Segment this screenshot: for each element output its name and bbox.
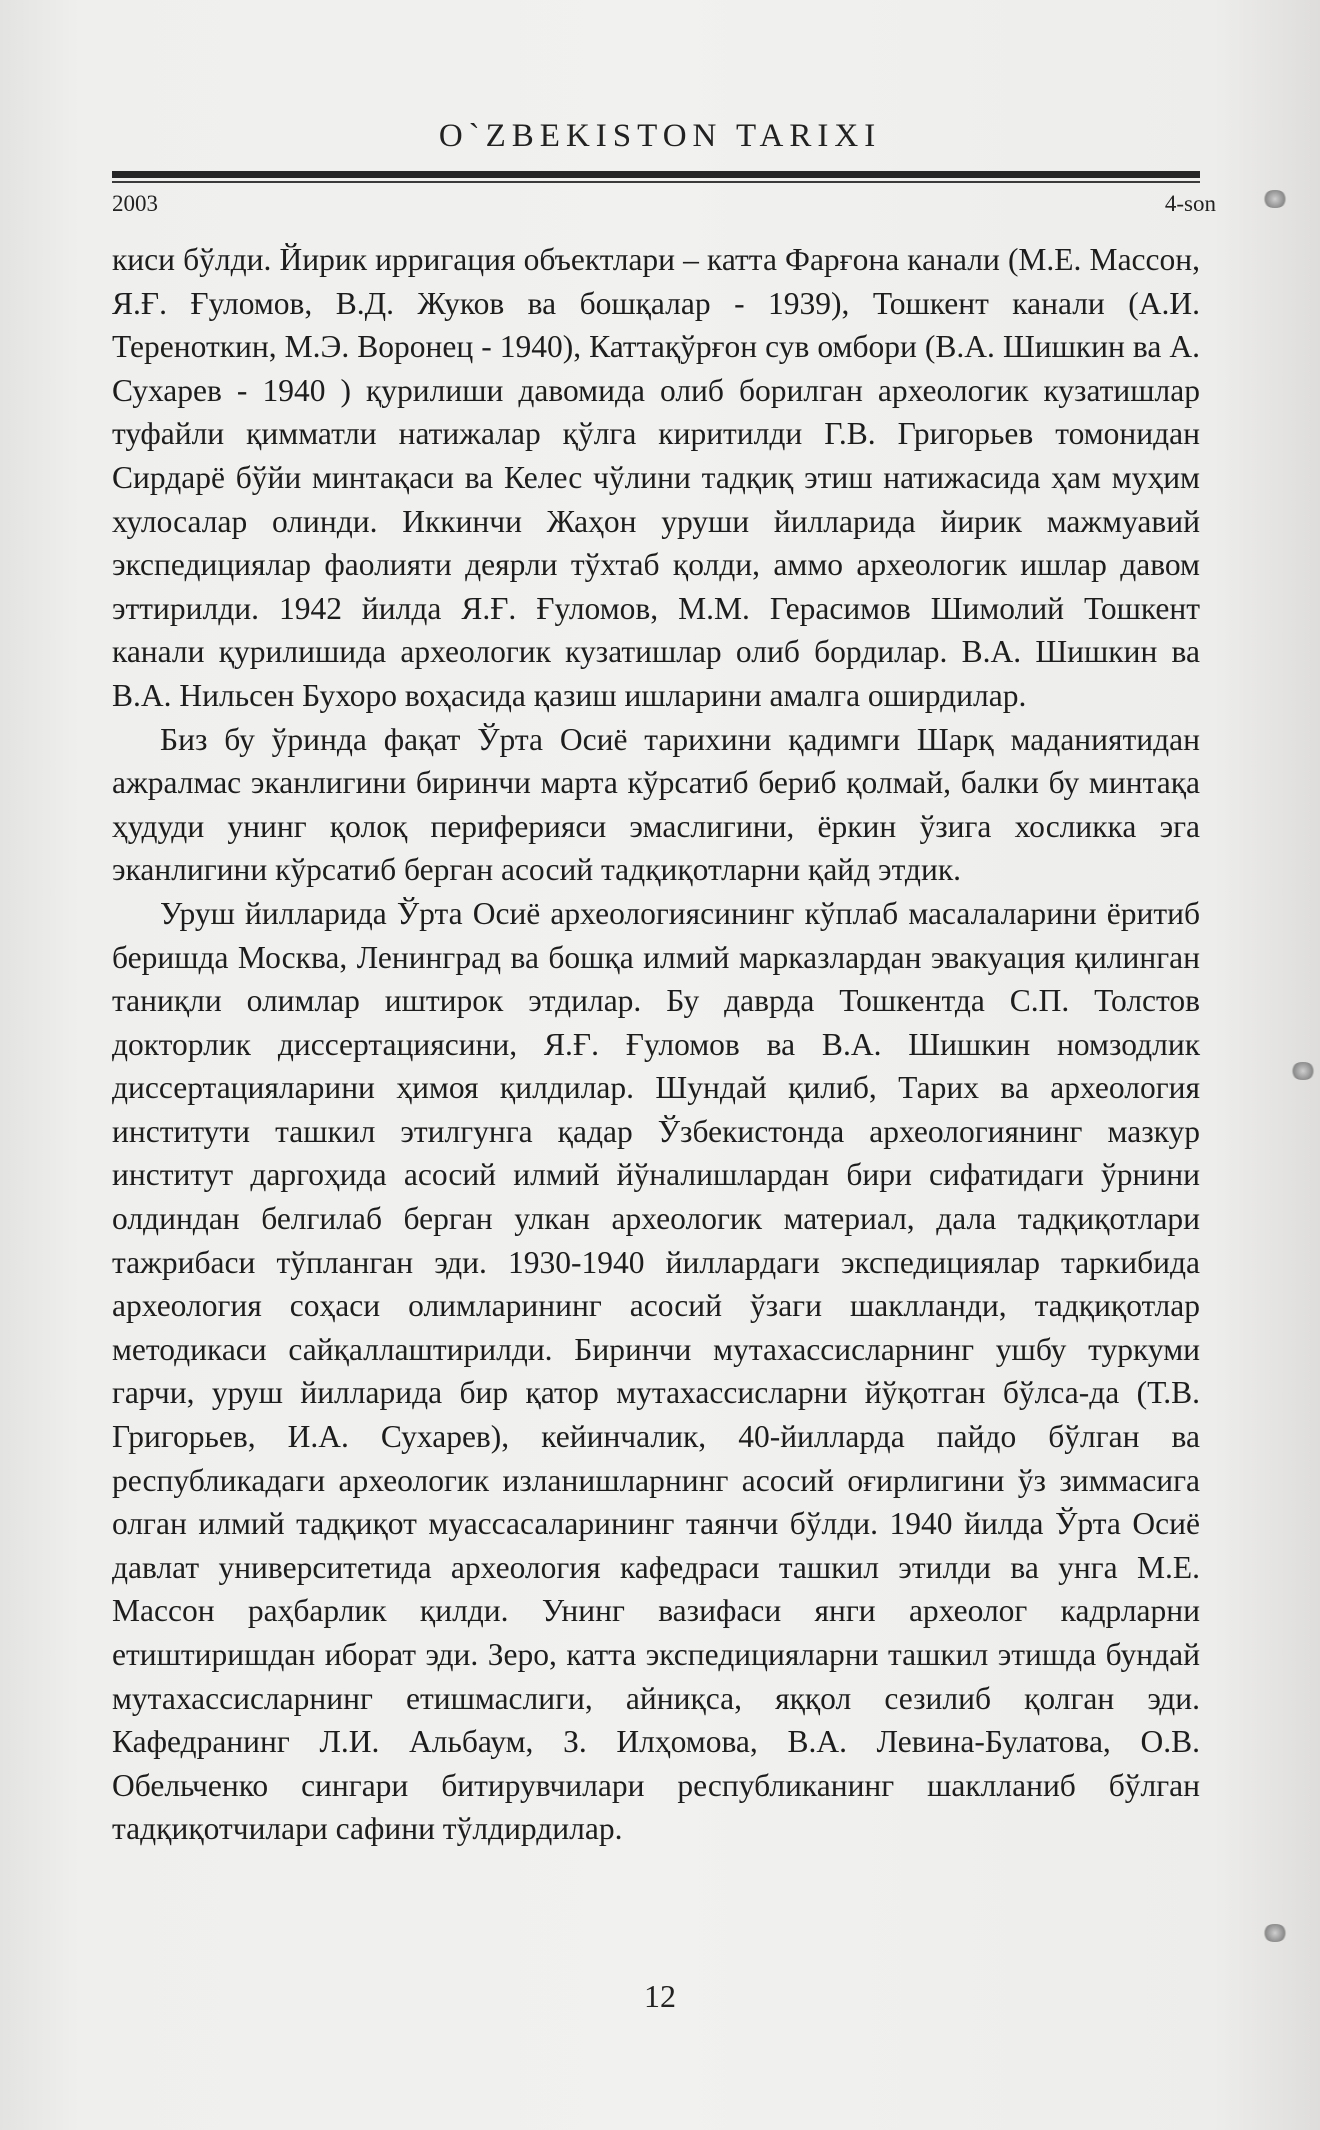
paragraph-1: киси бўлди. Йирик ирригация объектлари – катта Фарғона канали (М.Е. Массон, Я.Ғ. Ғуломов, В.Д. Жуков ва бошқалар - 1939), Тошкент канали (А.И. Тереноткин, М.Э. Воронец - 1940), Каттақўрғон сув омбори (В.А. Шишкин ва А. Сухарев - 1940 ) қурилиши давомида олиб борилган археологик кузатишлар туфайли қимматли натижалар қўлга киритилди Г.В. Григорьев томонидан Сирдарё бўйи минтақаси ва Келес чўлини тадқиқ этиш натижасида ҳам муҳим хулосалар олинди. Иккинчи Жаҳон уруши йилларида йирик мажмуавий экспедициялар фаолияти деярли тўхтаб қолди, аммо археологик ишлар давом эттирилди. 1942 йилда Я.Ғ. Ғуломов, М.М. Герасимов Шимолий Тошкент канали қурилишида археологик кузатишлар олиб бордилар. В.А. Шишкин ва В.А. Нильсен Бухоро воҳасида қазиш ишларини амалга оширдилар. [112, 242, 1200, 713]
paragraph-2: Биз бу ўринда фақат Ўрта Осиё тарихини қадимги Шарқ маданиятидан ажралмас эканлигини биринчи марта кўрсатиб бериб қолмай, балки бу минтақа ҳудуди унинг қолоқ периферияси эмаслигини, ёркин ўзига хосликка эга эканлигини кўрсатиб берган асосий тадқиқотларни қайд этдик. [112, 721, 1200, 888]
staple-mark-bottom [1262, 1924, 1288, 1942]
header-rule-thin [112, 181, 1200, 183]
article-body [112, 238, 1200, 1851]
journal-title: O`ZBEKISTON TARIXI [438, 118, 882, 154]
staple-mark-middle [1290, 1062, 1316, 1080]
page-number: 12 [644, 1978, 676, 2014]
header-rule-thick [112, 171, 1200, 178]
header-issue: 4-son [1164, 191, 1216, 216]
staple-mark-top [1262, 190, 1288, 208]
header-year: 2003 [112, 191, 158, 216]
paragraph-3: Уруш йилларида Ўрта Осиё археологиясининг кўплаб масалаларини ёритиб беришда Москва, Ленинград ва бошқа илмий марказлардан эвакуация қилинган таниқли олимлар иштирок этдилар. Бу даврда Тошкентда С.П. Толстов докторлик диссертациясини, Я.Ғ. Ғуломов ва В.А. Шишкин номзодлик диссертацияларини ҳимоя қилдилар. Шундай қилиб, Тарих ва археология институти ташкил этилгунга қадар Ўзбекистонда археологиянинг мазкур институт даргоҳида асосий илмий йўналишлардан бири сифатидаги ўрнини олдиндан белгилаб берган улкан археологик материал, дала тадқиқотлари тажрибаси тўпланган эди. 1930-1940 йиллардаги экспедициялар таркибида археология соҳаси олимларининг асосий ўзаги шаклланди, тадқиқотлар методикаси сайқаллаштирилди. Биринчи мутахассисларнинг ушбу туркуми гарчи, уруш йилларида бир қатор мутахассисларни йўқотган бўлса-да (Т.В. Григорьев, И.А. Сухарев), кейинчалик, 40-йилларда пайдо бўлган ва республикадаги археологик изланишларнинг асосий оғирлигини ўз зиммасига олган илмий тадқиқот муассасаларининг таянчи бўлди. 1940 йилда Ўрта Осиё давлат университетида археология кафедраси ташкил этилди ва унга М.Е. Массон раҳбарлик қилди. Унинг вазифаси янги археолог кадрларни етиштиришдан иборат эди. Зеро, катта экспедицияларни ташкил этишда бундай мутахассисларнинг етишмаслиги, айниқса, яққол сезилиб қолган эди. Кафедранинг Л.И. Альбаум, З. Илҳомова, В.А. Левина-Булатова, О.В. Обельченко сингари битирувчилари республиканинг шаклланиб бўлган тадқиқотчилари сафини тўлдирдилар. [112, 895, 1200, 1847]
